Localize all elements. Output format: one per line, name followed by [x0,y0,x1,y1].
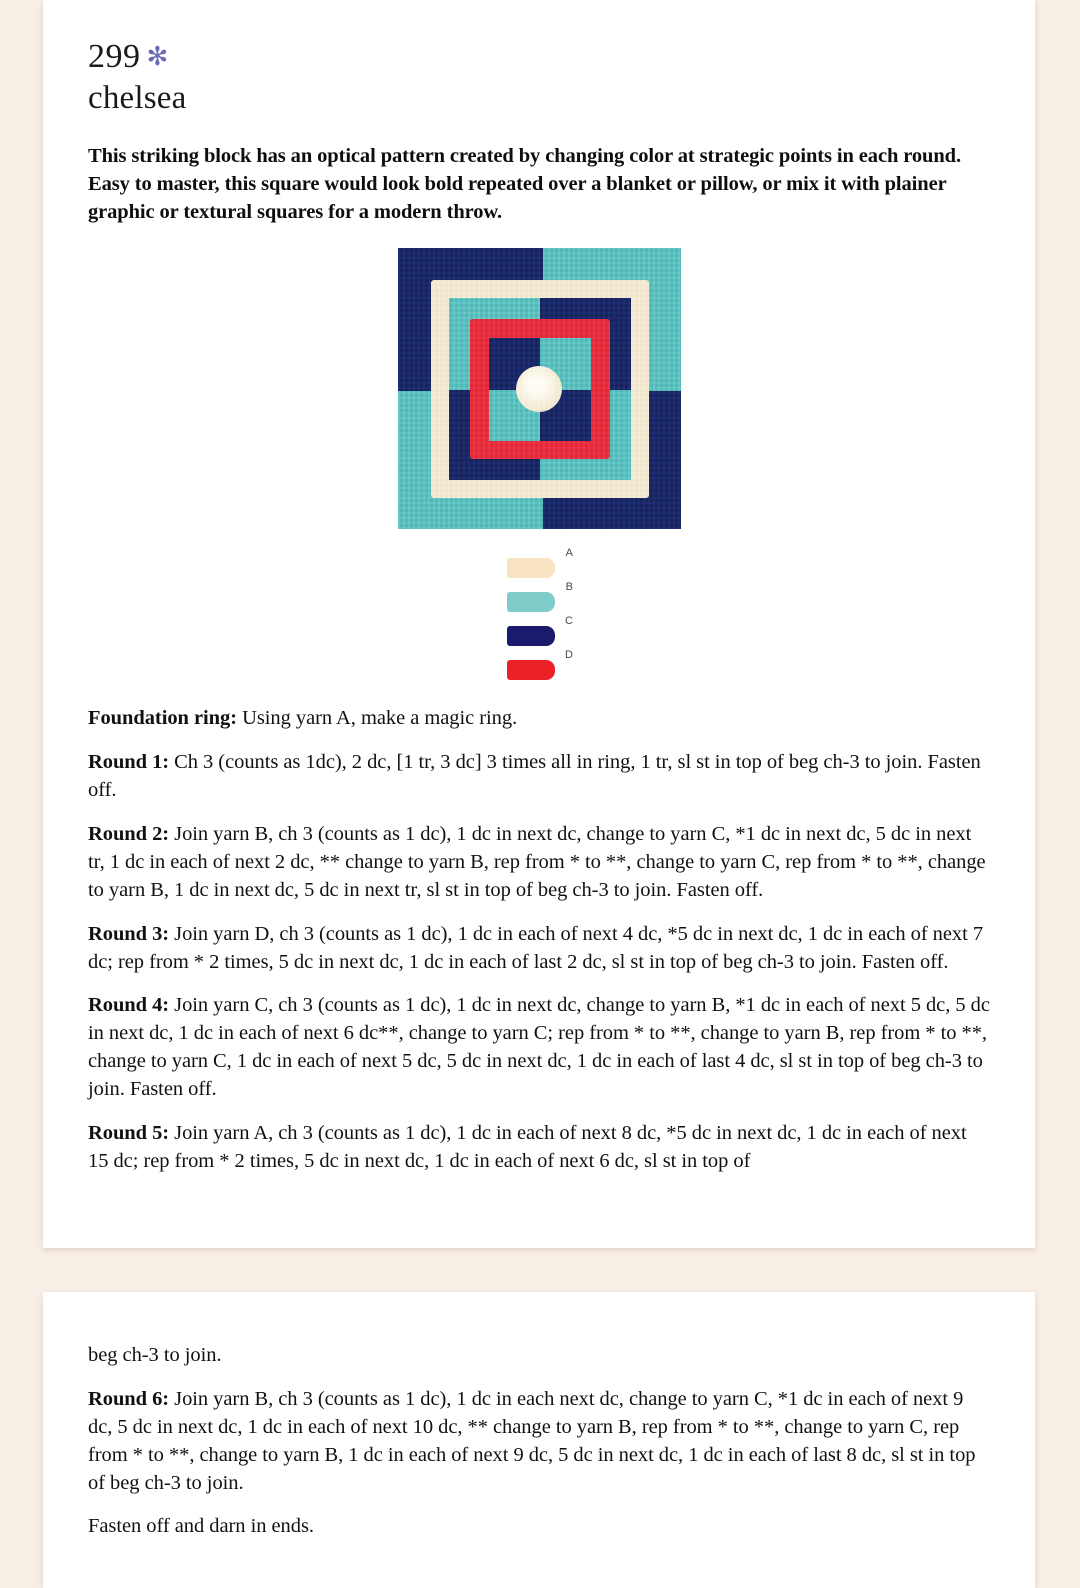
document-page-1 [43,0,1035,1248]
instruction-round-4 [88,992,990,1104]
legend-label-a: A [565,547,573,560]
instruction-label: Round 2: [88,823,170,846]
instruction-text: Using yarn A, make a magic ring. [237,707,518,730]
instruction-round-5 [88,1120,990,1176]
instruction-label: Foundation ring: [88,707,237,730]
legend-swatch-a [507,558,555,578]
instruction-text: Ch 3 (counts as 1dc), 2 dc, [1 tr, 3 dc] 3 times all in ring, 1 tr, sl st in top of beg ch-3 to join. Fasten off. [88,751,981,802]
legend-swatch-d [507,660,555,680]
instruction-round-3 [88,921,990,977]
page-title: chelsea [88,80,187,116]
document-page-2 [43,1292,1035,1588]
instruction-label: Round 4: [88,994,170,1017]
pattern-number [88,0,990,74]
legend-item-c [507,615,571,649]
legend-swatch-b [507,592,555,612]
legend-swatch-c [507,626,555,646]
difficulty-star-icon: ✻ [146,42,169,71]
instruction-foundation-ring [88,705,990,733]
pattern-instructions-page1 [88,705,990,1175]
instruction-label: Round 1: [88,751,170,774]
legend-label-b: B [565,581,573,594]
legend-item-d [507,649,571,683]
instruction-round-6 [88,1386,990,1498]
legend-item-b [507,581,571,615]
pattern-instructions-page2 [88,1342,990,1541]
instruction-text: Join yarn A, ch 3 (counts as 1 dc), 1 dc in each of next 8 dc, *5 dc in next dc, 1 dc in each of next 15 dc; rep from * 2 times, 5 dc in next dc, 1 dc in each of next 6 dc, sl st in top of [88,1121,967,1172]
instruction-finishing [88,1513,990,1541]
instruction-round-1 [88,749,990,805]
instruction-text: beg ch-3 to join. [88,1344,222,1366]
yarn-color-legend [507,547,571,683]
pattern-number-value: 299 [88,38,141,75]
instruction-text: Join yarn B, ch 3 (counts as 1 dc), 1 dc in next dc, change to yarn C, *1 dc in next dc, 5 dc in next tr, 1 dc in each of next 2 dc, ** change to yarn B, rep from * to **, change to yarn C, rep from * to **, change to yarn B, 1 dc in next dc, 5 dc in next tr, sl st in top of beg ch-3 to join. Fasten off. [88,823,986,901]
legend-item-a [507,547,571,581]
instruction-text: Join yarn D, ch 3 (counts as 1 dc), 1 dc in each of next 4 dc, *5 dc in next dc, 1 dc in each of next 7 dc; rep from * 2 times, 5 dc in next dc, 1 dc in each of last 2 dc, sl st in top of beg ch-3 to join. Fasten off. [88,922,984,973]
instruction-round-2 [88,821,990,905]
crochet-square-image [398,248,681,529]
instruction-text: Join yarn C, ch 3 (counts as 1 dc), 1 dc in next dc, change to yarn B, *1 dc in each of next 5 dc, 5 dc in next dc, 1 dc in each of next 6 dc**, change to yarn C; rep from * to **, change to yarn B, rep from * to **, change to yarn C, 1 dc in each of next 5 dc, 5 dc in next dc, 1 dc in each of last 4 dc, sl st in top of beg ch-3 to join. Fasten off. [88,994,990,1101]
intro-paragraph: This striking block has an optical pattern created by changing color at strategic points in each round. Easy to master, this square would look bold repeated over a blanket or pillow, or mix it with plainer graphic or textural squares for a modern throw. [88,144,961,224]
instruction-text: Fasten off and darn in ends. [88,1515,314,1538]
instruction-label: Round 6: [88,1387,170,1410]
legend-label-d: D [565,649,573,662]
legend-label-c: C [565,615,573,628]
swatch-photo-container [88,248,990,529]
magic-ring-center [516,366,562,412]
instruction-label: Round 3: [88,922,170,945]
instruction-text: Join yarn B, ch 3 (counts as 1 dc), 1 dc in each next dc, change to yarn C, *1 dc in each of next 9 dc, 5 dc in next dc, 1 dc in each of next 10 dc, ** change to yarn B, rep from * to **, change to yarn C, rep from * to **, change to yarn B, 1 dc in each of next 9 dc, 5 dc in next dc, 1 dc in each of last 8 dc, sl st in top of beg ch-3 to join. [88,1387,976,1494]
instruction-round-5-continued [88,1342,990,1370]
instruction-label: Round 5: [88,1121,170,1144]
